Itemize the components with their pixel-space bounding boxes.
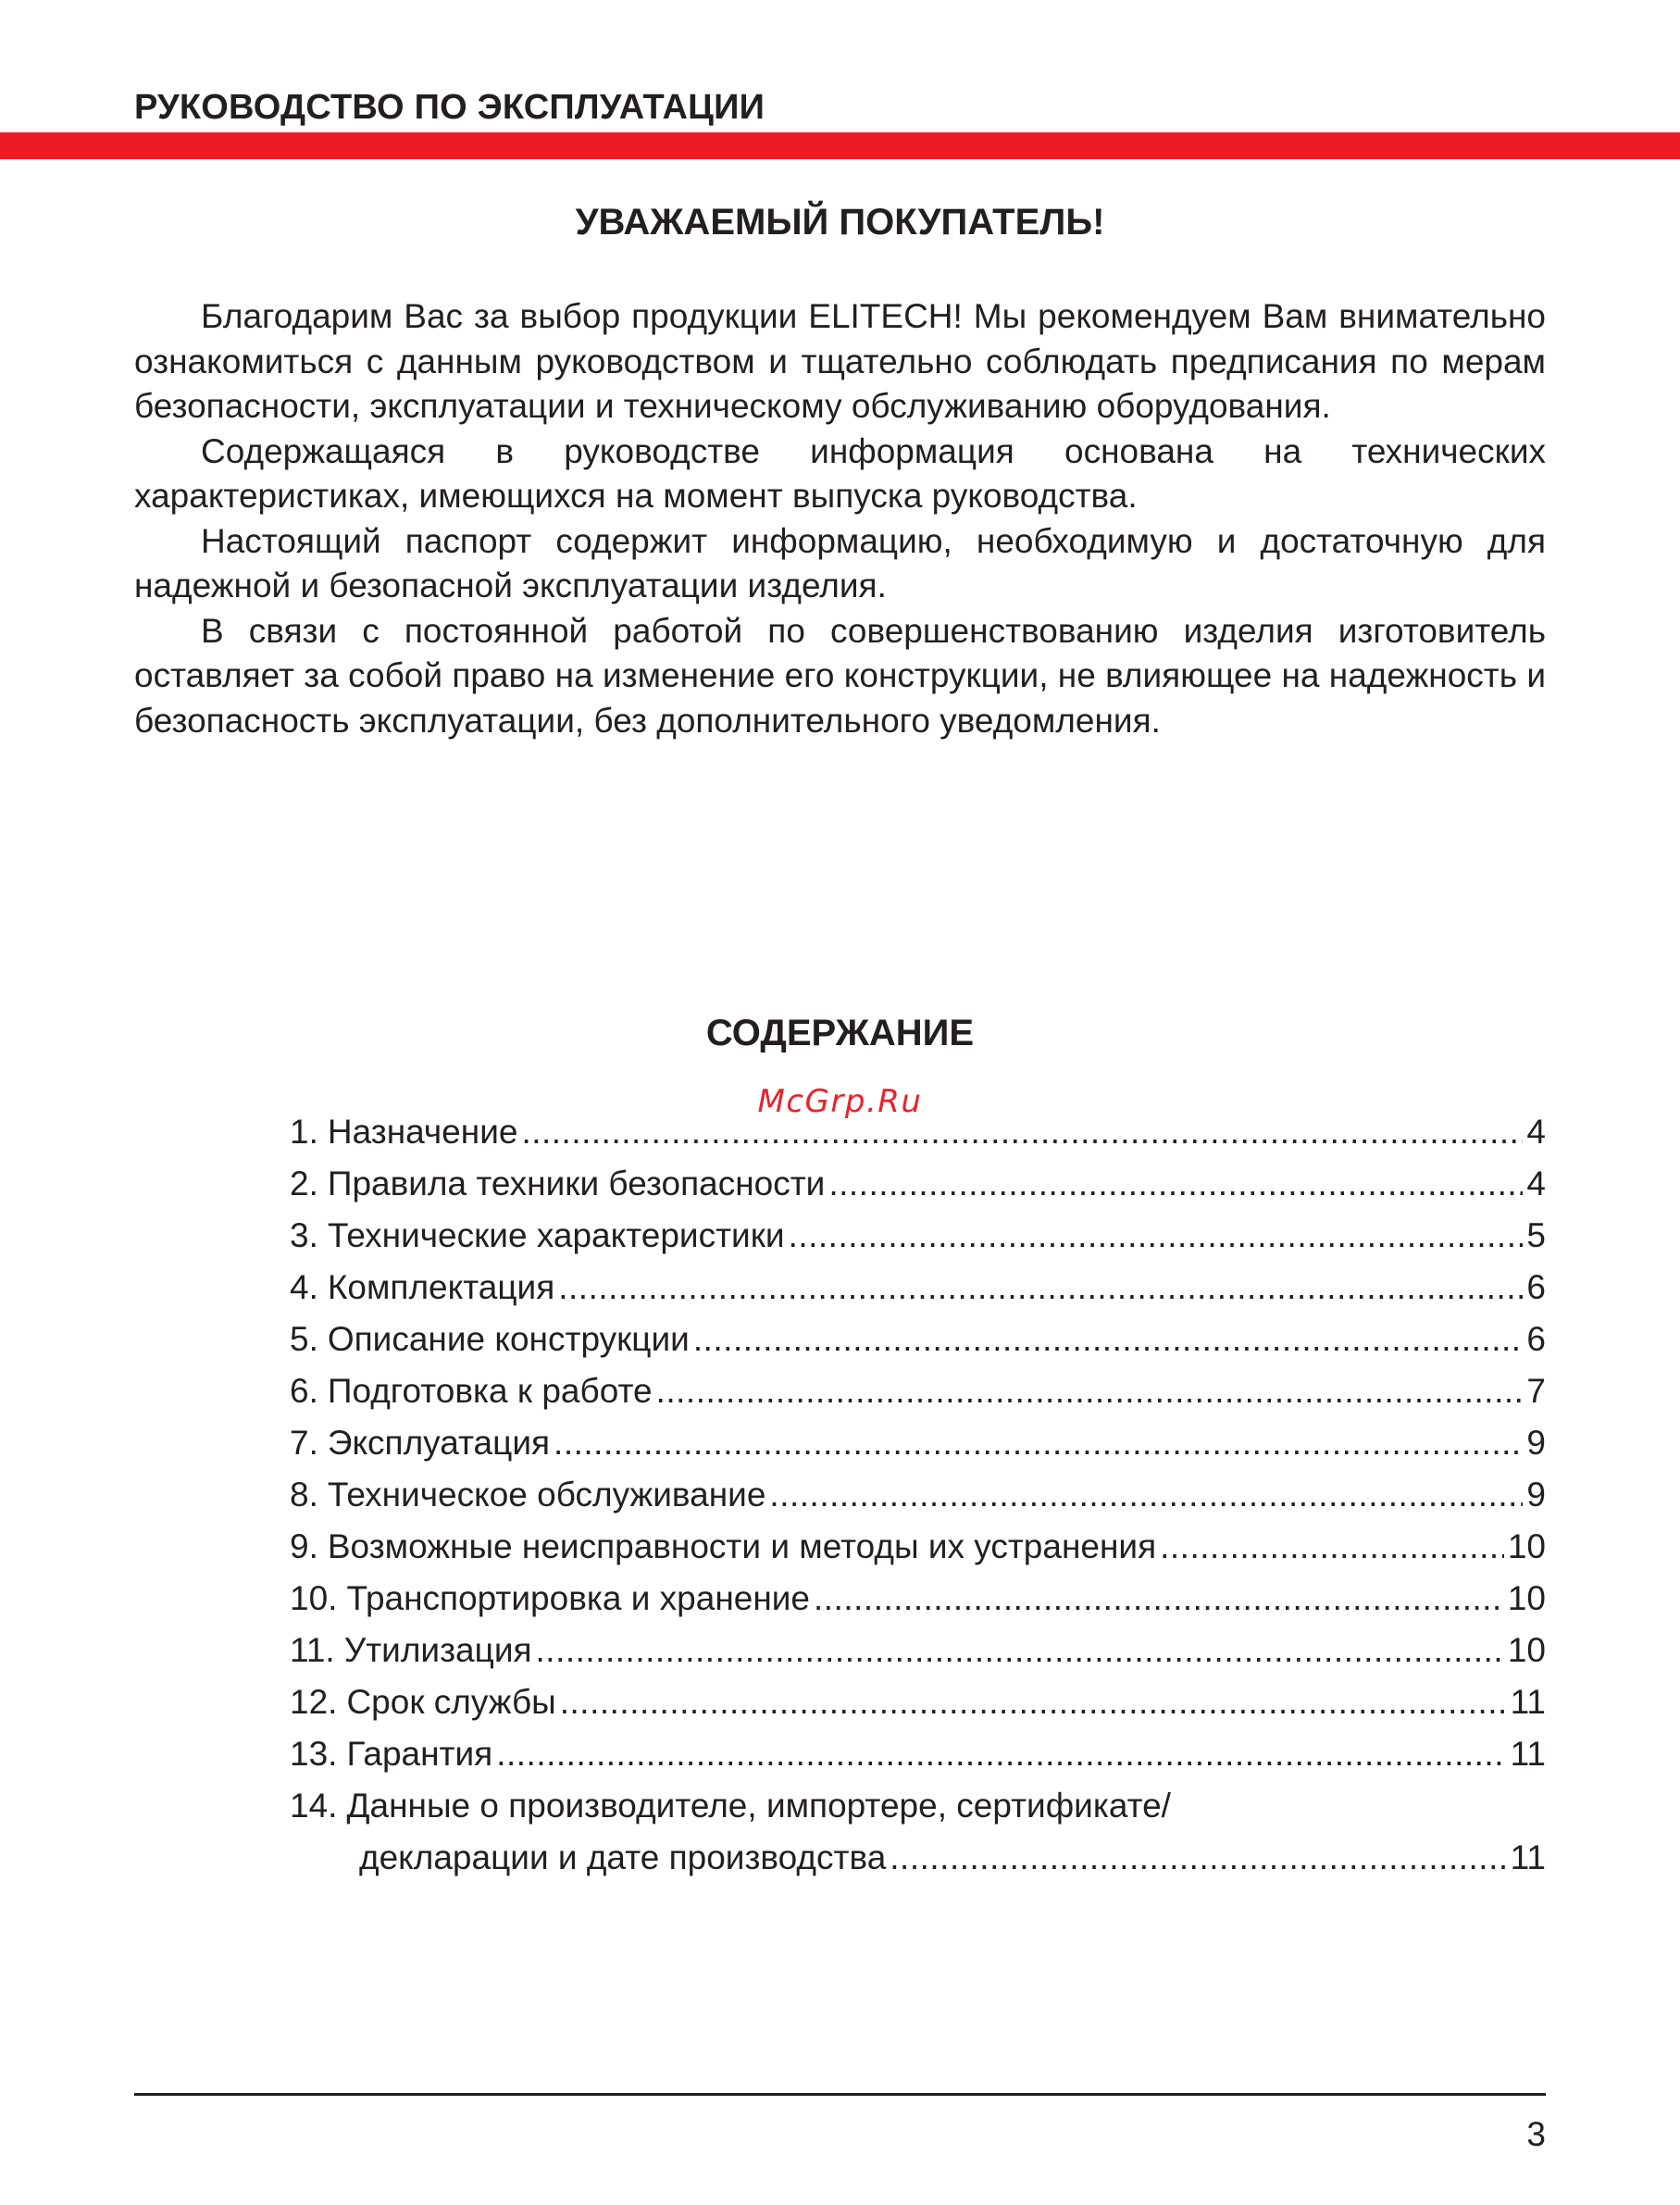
- watermark: McGrp.Ru: [757, 1083, 923, 1120]
- toc-item-title: Данные о производителе, импортере, сертификате/: [346, 1787, 1171, 1825]
- toc-item-page: 11: [1510, 1838, 1546, 1876]
- toc-item-title: Транспортировка и хранение: [346, 1579, 811, 1617]
- toc-item-6[interactable]: [290, 1365, 1546, 1417]
- toc-item-7[interactable]: [290, 1417, 1546, 1469]
- toc-item-page: 10: [1507, 1527, 1546, 1565]
- toc-item-title: Утилизация: [343, 1631, 532, 1669]
- toc-item-title: Подготовка к работе: [327, 1372, 653, 1410]
- toc-item-page: 4: [1526, 1113, 1546, 1151]
- toc-dot-leader: [890, 1832, 1506, 1884]
- toc-dot-leader: [656, 1365, 1524, 1417]
- toc-item-title: Срок службы: [346, 1683, 556, 1721]
- toc-item-title: декларации и дате производства: [359, 1838, 887, 1876]
- toc-item-number: 12.: [290, 1683, 338, 1721]
- toc-item-page: 10: [1507, 1579, 1546, 1617]
- toc-item-title: Гарантия: [346, 1735, 493, 1773]
- page-number: 3: [1526, 2115, 1546, 2153]
- toc-item-title: Техническое обслуживание: [327, 1476, 766, 1514]
- header-title: РУКОВОДСТВО ПО ЭКСПЛУАТАЦИИ: [134, 88, 765, 127]
- header-accent-bar: [0, 132, 1680, 159]
- toc-item-number: 4.: [290, 1268, 318, 1306]
- footer-rule: [134, 2093, 1546, 2096]
- toc-item-number: 6.: [290, 1372, 318, 1410]
- toc-item-2[interactable]: [290, 1158, 1546, 1210]
- toc-item-1[interactable]: [290, 1106, 1546, 1158]
- toc-item-page: 6: [1526, 1320, 1546, 1358]
- toc-item-page: 10: [1507, 1631, 1546, 1669]
- toc-item-title: Комплектация: [327, 1268, 555, 1306]
- intro-paragraph: Настоящий паспорт содержит информацию, необходимую и достаточную для надежной и безопасной эксплуатации изделия.: [134, 521, 1546, 604]
- intro-paragraph: Благодарим Вас за выбор продукции ELITECH! Мы рекомендуем Вам внимательно ознакомиться с данным руководством и тщательно соблюдать предписания по мерам безопасности, эксплуатации и техническому обслуживанию оборудования.: [134, 297, 1546, 425]
- toc-item-13[interactable]: [290, 1728, 1546, 1780]
- toc-item-number: 7.: [290, 1424, 318, 1462]
- toc-item-title: Возможные неисправности и методы их устранения: [327, 1527, 1157, 1565]
- toc-item-number: 1.: [290, 1113, 318, 1151]
- toc-item-14-continued[interactable]: [290, 1832, 1546, 1884]
- intro-paragraph: В связи с постоянной работой по совершенствованию изделия изготовитель оставляет за собой право на изменение его конструкции, не влияющее на надежность и безопасность эксплуатации, без дополнительного уведомления.: [134, 611, 1546, 740]
- toc-item-11[interactable]: [290, 1625, 1546, 1676]
- greeting-heading: УВАЖАЕМЫЙ ПОКУПАТЕЛЬ!: [575, 202, 1105, 243]
- intro-text: [134, 294, 1546, 743]
- toc-dot-leader: [496, 1728, 1506, 1780]
- toc-item-number: 14.: [290, 1787, 338, 1825]
- toc-item-page: 4: [1526, 1165, 1546, 1202]
- toc-dot-leader: [828, 1158, 1523, 1210]
- toc-item-14[interactable]: [290, 1780, 1546, 1832]
- intro-paragraph: Содержащаяся в руководстве информация основана на технических характеристиках, имеющихся на момент выпуска руководства.: [134, 431, 1546, 515]
- toc-item-number: 8.: [290, 1476, 318, 1514]
- toc-item-3[interactable]: [290, 1210, 1546, 1262]
- toc-dot-leader: [558, 1262, 1523, 1314]
- toc-item-page: 5: [1526, 1216, 1546, 1254]
- toc-item-5[interactable]: [290, 1314, 1546, 1365]
- toc-dot-leader: [789, 1210, 1524, 1262]
- toc-item-number: 3.: [290, 1216, 318, 1254]
- toc-dot-leader: [769, 1469, 1523, 1521]
- toc-item-page: 9: [1526, 1424, 1546, 1462]
- toc-item-title: Эксплуатация: [327, 1424, 551, 1462]
- toc-item-number: 9.: [290, 1527, 318, 1565]
- toc-item-9[interactable]: [290, 1521, 1546, 1573]
- toc-item-4[interactable]: [290, 1262, 1546, 1314]
- toc-dot-leader: [536, 1625, 1504, 1676]
- toc-item-page: 11: [1510, 1735, 1546, 1773]
- toc-item-number: 13.: [290, 1735, 338, 1773]
- toc-dot-leader: [554, 1417, 1523, 1469]
- toc-item-title: Правила техники безопасности: [327, 1165, 826, 1202]
- toc-item-12[interactable]: [290, 1676, 1546, 1728]
- toc-item-page: 9: [1526, 1476, 1546, 1514]
- toc-dot-leader: [1160, 1521, 1504, 1573]
- toc-item-title: Назначение: [327, 1113, 518, 1151]
- toc-item-10[interactable]: [290, 1573, 1546, 1625]
- toc-item-page: 6: [1526, 1268, 1546, 1306]
- table-of-contents: [290, 1106, 1546, 1884]
- toc-item-number: 11.: [290, 1631, 335, 1669]
- toc-item-number: 10.: [290, 1579, 338, 1617]
- toc-dot-leader: [521, 1106, 1523, 1158]
- toc-dot-leader: [814, 1573, 1504, 1625]
- toc-item-title: Описание конструкции: [327, 1320, 690, 1358]
- toc-item-8[interactable]: [290, 1469, 1546, 1521]
- toc-item-title: Технические характеристики: [327, 1216, 785, 1254]
- toc-item-number: 2.: [290, 1165, 318, 1202]
- toc-dot-leader: [560, 1676, 1507, 1728]
- toc-heading: СОДЕРЖАНИЕ: [705, 1013, 975, 1053]
- toc-dot-leader: [693, 1314, 1524, 1365]
- toc-item-page: 11: [1510, 1683, 1546, 1721]
- toc-item-page: 7: [1526, 1372, 1546, 1410]
- toc-item-number: 5.: [290, 1320, 318, 1358]
